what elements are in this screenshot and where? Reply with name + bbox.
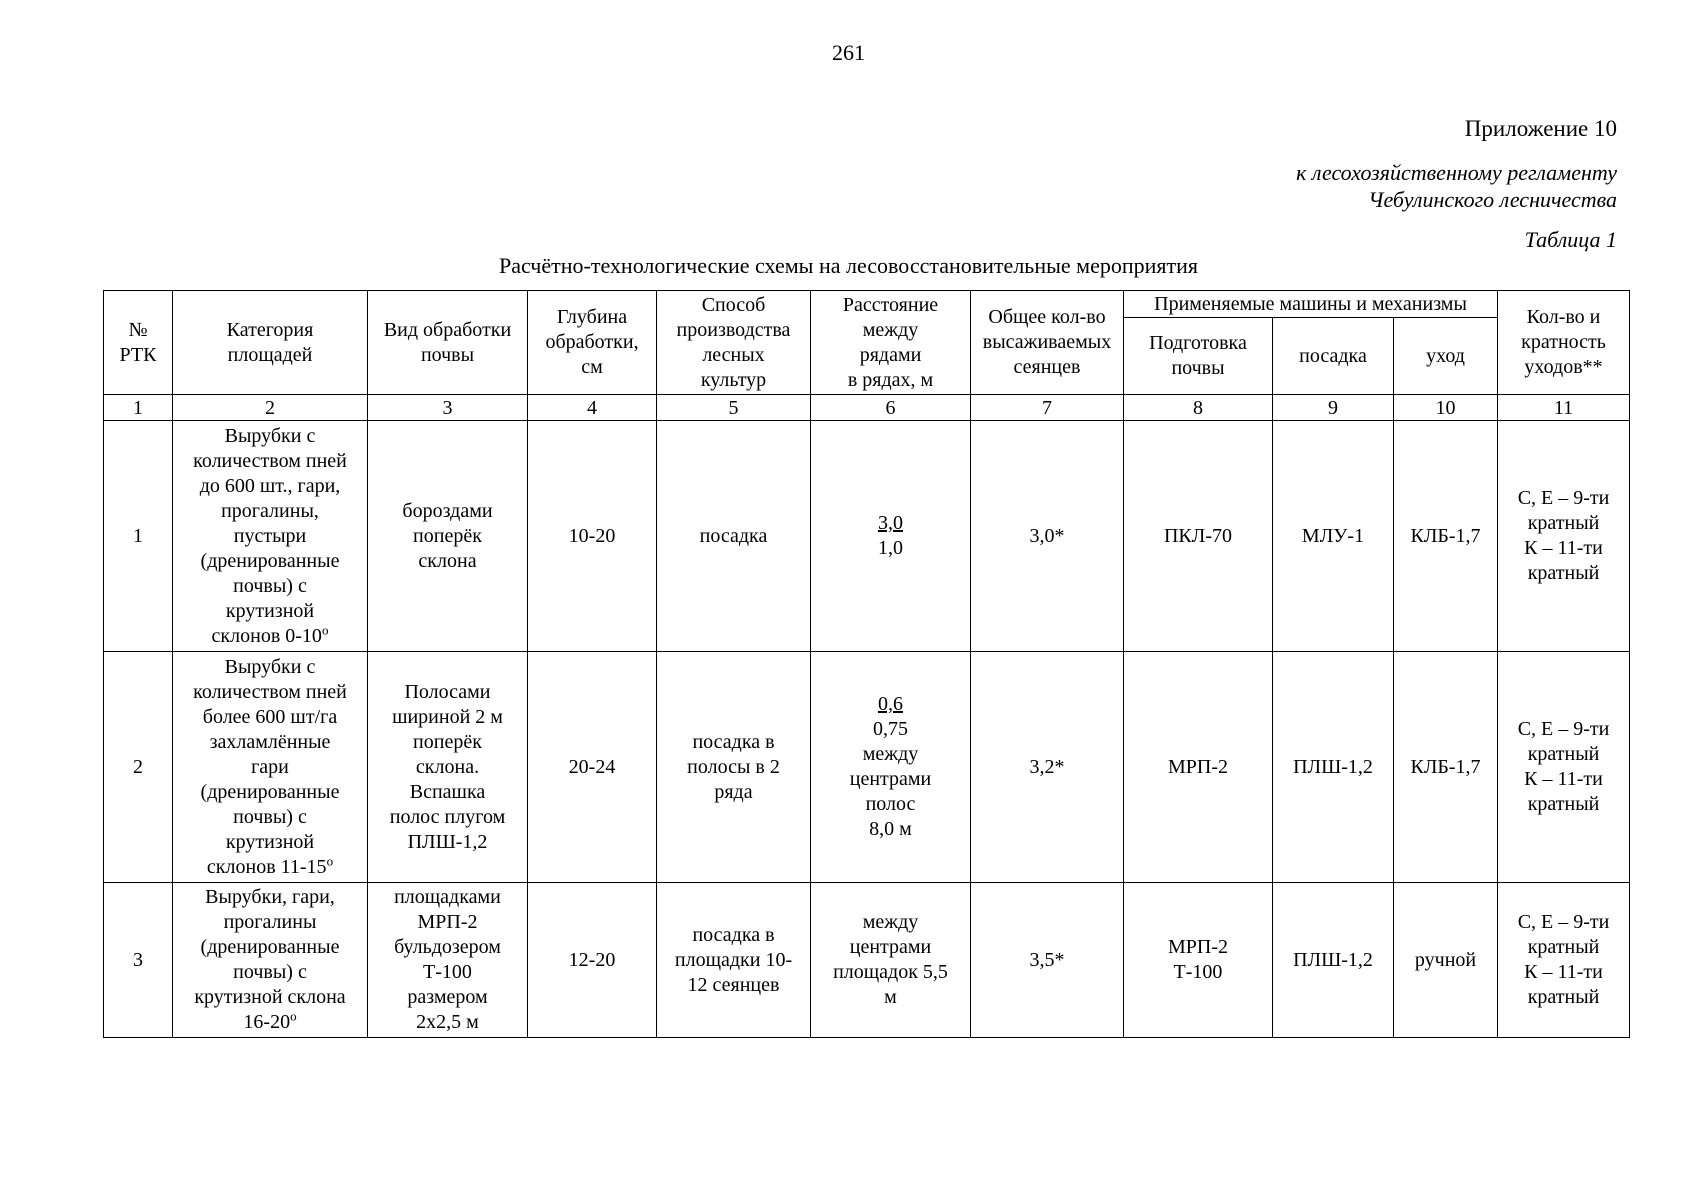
rtk-number-cell: 2: [104, 652, 173, 883]
cell-line: Вырубки, гари,: [205, 886, 335, 908]
cell-line: Полосами: [404, 680, 491, 703]
cell-line: прогалины: [223, 911, 317, 933]
distance-cell: [811, 421, 971, 652]
cell-line: С, Е – 9-ти: [1517, 718, 1610, 740]
category-cell: [173, 421, 368, 652]
table-title: Расчётно-технологические схемы на лесовосстановительные мероприятия: [498, 253, 1199, 278]
table-number: Таблица 1: [1524, 227, 1617, 252]
cell-line: кратный: [1527, 936, 1600, 958]
degree-mark: о: [326, 852, 334, 868]
cell-line: до 600 шт., гари,: [199, 474, 341, 497]
cell-text: склонов 0-10: [211, 624, 322, 647]
total-seedlings-cell: 3,0*: [971, 421, 1124, 652]
cell-line: МРП-2: [417, 911, 478, 933]
cell-line: прогалины,: [221, 499, 319, 522]
soil-treatment-cell: [368, 883, 528, 1038]
cell-line: кратный: [1527, 793, 1600, 815]
cell-line: посадка в: [692, 730, 775, 753]
cell-line: Т-100: [423, 961, 472, 983]
header-soil-treatment: Вид обработки почвы: [368, 291, 528, 395]
column-number: 7: [971, 395, 1124, 421]
care-machine-cell: ручной: [1394, 883, 1498, 1038]
cell-line: центрами: [849, 768, 932, 790]
cell-line: К – 11-ти: [1524, 768, 1603, 790]
cell-line: между: [862, 911, 919, 933]
cell-line: С, Е – 9-ти: [1517, 487, 1610, 509]
planting-machine-cell: ПЛШ-1,2: [1273, 652, 1394, 883]
cell-line: центрами: [849, 936, 932, 958]
cell-line: количеством пней: [193, 449, 347, 472]
total-seedlings-cell: 3,5*: [971, 883, 1124, 1038]
table-body: [104, 421, 1630, 1038]
header-soil-prep: Подготовка почвы: [1124, 318, 1273, 395]
column-number: 5: [657, 395, 811, 421]
cell-line: МРП-2: [1167, 936, 1228, 958]
header-category: Категория площадей: [173, 291, 368, 395]
cell-line: (дренированные: [200, 936, 340, 958]
regulation-line-2: Чебулинского лесничества: [1368, 187, 1617, 212]
cell-line: пустыри: [233, 524, 307, 547]
cell-line: м: [884, 986, 897, 1008]
method-cell: [657, 421, 811, 652]
cell-line: С, Е – 9-ти: [1517, 911, 1610, 933]
cell-line: кратный: [1527, 986, 1600, 1008]
cell-line: размером: [407, 986, 488, 1008]
appendix-label: Приложение 10: [1464, 116, 1617, 141]
cell-line: посадка в: [692, 923, 775, 946]
cell-line: шириной 2 м: [392, 705, 503, 728]
cell-line: ряда: [714, 780, 753, 803]
page-number: 261: [832, 40, 865, 65]
method-cell: [657, 883, 811, 1038]
care-count-cell: [1498, 421, 1630, 652]
planting-machine-cell: МЛУ-1: [1273, 421, 1394, 652]
cell-line: более 600 шт/га: [202, 705, 338, 728]
cell-line: поперёк: [413, 730, 482, 753]
cell-line: захламлённые: [209, 730, 331, 753]
cell-line: К – 11-ти: [1524, 961, 1603, 983]
regulation-line-1: к лесохозяйственному регламенту: [1296, 160, 1617, 185]
category-cell: [173, 652, 368, 883]
cell-text: склонов 11-15: [206, 855, 327, 878]
distance-cell: [811, 652, 971, 883]
degree-mark: о: [290, 1008, 297, 1024]
header-row-1: [104, 291, 1630, 318]
rtk-number-cell: 3: [104, 883, 173, 1038]
cell-line: кратный: [1527, 512, 1600, 534]
care-count-cell: [1498, 652, 1630, 883]
planting-machine-cell: ПЛШ-1,2: [1273, 883, 1394, 1038]
column-number: 2: [173, 395, 368, 421]
soil-prep-cell: [1124, 883, 1273, 1038]
cell-line: 0,75: [873, 718, 908, 740]
cell-line: кратный: [1527, 743, 1600, 765]
schemes-table: [103, 290, 1630, 1038]
cell-line: [177, 621, 363, 649]
cell-line: крутизной: [225, 830, 315, 853]
cell-line: полос: [865, 793, 916, 815]
header-depth: Глубина обработки, см: [528, 291, 657, 395]
column-number: 8: [1124, 395, 1273, 421]
cell-line: К – 11-ти: [1524, 537, 1603, 559]
header-method: Способ производства лесных культур: [657, 291, 811, 395]
care-machine-cell: КЛБ-1,7: [1394, 421, 1498, 652]
cell-line: крутизной склона: [194, 986, 346, 1008]
cell-line: полос плугом: [389, 805, 506, 828]
cell-line: почвы) с: [233, 574, 307, 597]
depth-cell: 20-24: [528, 652, 657, 883]
column-number: 4: [528, 395, 657, 421]
cell-line: кратный: [1527, 562, 1600, 584]
cell-text: 16-20: [243, 1011, 291, 1033]
cell-line: крутизной: [225, 599, 315, 622]
table-row: [104, 421, 1630, 652]
cell-line: 3,0: [878, 512, 903, 534]
column-number: 11: [1498, 395, 1630, 421]
column-number: 10: [1394, 395, 1498, 421]
distance-cell: [811, 883, 971, 1038]
header-rtk: № РТК: [104, 291, 173, 395]
degree-mark: о: [321, 621, 329, 637]
method-cell: [657, 652, 811, 883]
cell-line: бульдозером: [394, 936, 501, 958]
header-total-seedlings: Общее кол-во высаживаемых сеянцев: [971, 291, 1124, 395]
cell-line: ПЛШ-1,2: [407, 830, 488, 853]
cell-line: (дренированные: [200, 549, 340, 572]
header-care-count: Кол-во и кратность уходов**: [1498, 291, 1630, 395]
care-machine-cell: КЛБ-1,7: [1394, 652, 1498, 883]
soil-treatment-cell: [368, 421, 528, 652]
cell-line: [177, 852, 363, 880]
cell-line: гари: [251, 755, 289, 778]
cell-line: [177, 1010, 363, 1035]
header-care: уход: [1394, 318, 1498, 395]
category-cell: [173, 883, 368, 1038]
cell-line: 12 сеянцев: [687, 973, 780, 996]
cell-line: посадка: [699, 524, 768, 547]
depth-cell: 10-20: [528, 421, 657, 652]
column-number: 6: [811, 395, 971, 421]
rtk-number-cell: 1: [104, 421, 173, 652]
cell-line: 2х2,5 м: [416, 1011, 479, 1033]
cell-line: полосы в 2: [687, 755, 780, 778]
column-number: 3: [368, 395, 528, 421]
cell-line: ПКЛ-70: [1163, 524, 1232, 547]
cell-line: почвы) с: [233, 805, 307, 828]
header-planting: посадка: [1273, 318, 1394, 395]
cell-line: 8,0 м: [869, 818, 912, 840]
depth-cell: 12-20: [528, 883, 657, 1038]
cell-line: количеством пней: [193, 680, 347, 703]
cell-line: площадки 10-: [674, 948, 793, 971]
cell-line: Вспашка: [409, 780, 486, 803]
cell-line: МРП-2: [1167, 755, 1228, 778]
cell-line: между: [862, 743, 919, 765]
cell-line: склона: [418, 549, 477, 572]
cell-line: Вырубки с: [224, 424, 316, 447]
cell-line: площадок 5,5: [833, 961, 948, 983]
table-row: [104, 883, 1630, 1038]
column-number: 9: [1273, 395, 1394, 421]
cell-line: поперёк: [413, 524, 482, 547]
care-count-cell: [1498, 883, 1630, 1038]
cell-line: Т-100: [1173, 961, 1223, 983]
soil-treatment-cell: [368, 652, 528, 883]
column-numbers-row: [104, 395, 1630, 421]
cell-line: Вырубки с: [224, 655, 316, 678]
cell-line: бороздами: [402, 499, 493, 522]
cell-line: 1,0: [878, 537, 903, 559]
header-distance: Расстояние между рядами в рядах, м: [811, 291, 971, 395]
soil-prep-cell: [1124, 421, 1273, 652]
table-row: [104, 652, 1630, 883]
cell-line: склона.: [415, 755, 480, 778]
cell-line: (дренированные: [200, 780, 340, 803]
cell-line: почвы) с: [233, 961, 307, 983]
column-number: 1: [104, 395, 173, 421]
header-machines: Применяемые машины и механизмы: [1124, 291, 1498, 318]
soil-prep-cell: [1124, 652, 1273, 883]
cell-line: 0,6: [878, 693, 903, 715]
total-seedlings-cell: 3,2*: [971, 652, 1124, 883]
cell-line: площадками: [394, 886, 501, 908]
